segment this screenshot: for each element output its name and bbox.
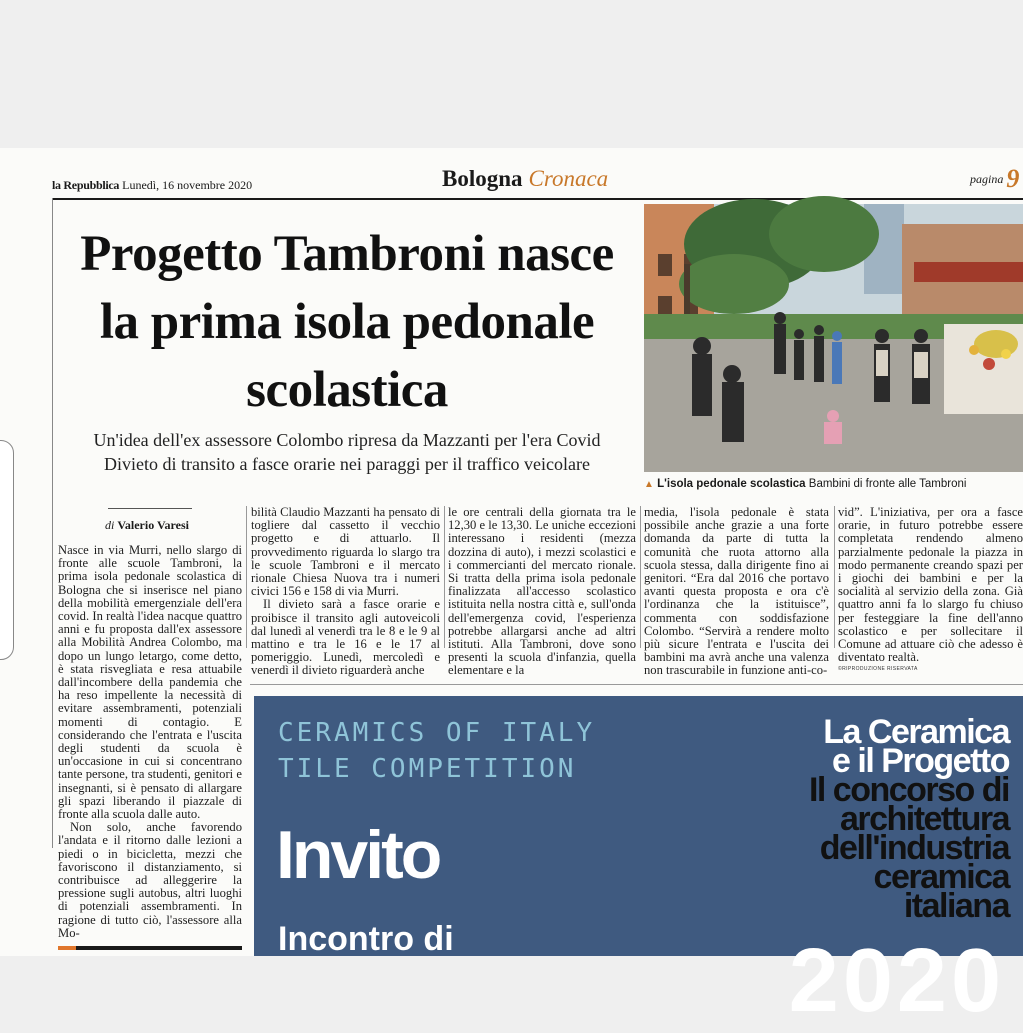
byline-rule: [108, 508, 192, 509]
article-column-3: [448, 505, 636, 678]
issue-date: Lunedì, 16 novembre 2020: [122, 178, 253, 192]
column-3-paragraph-1: le ore centrali della giornata tra le 12,30 e le 13,30. Le uniche eccezioni interessano i residenti (mezza dozzina di auto), i mezzi scolastici e i commercianti del mercato rionale. Si tratta della prima isola pedonale finalizzata all'accesso scolastico istituita nella nostra città e, sull'onda dell'emergenza covid, l'esperienza potrebbe allargarsi anche ad altri istituti. Alla Tambroni, dove sono presenti la scuola d'infanzia, quella elementare e la: [448, 505, 636, 678]
scroll-handle[interactable]: [0, 440, 14, 660]
newspaper-page: [0, 148, 1023, 1031]
masthead: [52, 178, 252, 193]
ad-tagline-white-2: e il Progetto: [832, 742, 1009, 780]
ad-tagline-black-3: dell'industria: [819, 829, 1009, 867]
column-divider: [444, 506, 445, 648]
article-column-2: [251, 505, 440, 678]
column-1-paragraph-1: Nasce in via Murri, nello slargo di fronte alle scuole Tambroni, la prima isola pedonale scolastica di Bologna che si inserisce nel piano della mobilità emergenziale dell'era covid. In realtà l'idea nacque quattro anni e fu proposta dall'ex assessore alla Mobilità Andrea Colombo, ma dopo un lungo letargo, come detto, è stata risvegliata e resa attuabile dall'incombere della pandemia che ha reso impellente la necessità di evitare assembramenti, potenziali momenti di contagio. E considerando che l'entrata e l'uscita degli studenti da scuola è un'occasione in cui si concentrano tante persone, tra studenti, genitori e insegnanti, si è pensato di allargare gli spazi liberando il piazzale di fronte alla scuola dalle auto.: [58, 543, 242, 822]
column-5-paragraph-1: vid”. L'iniziativa, per ora a fasce orarie, in futuro potrebbe essere completata rendendo almeno parzialmente pedonale la piazza in modo permanente creando spazi per i giochi dei bambini e per la socialità al servizio della zona. Già quattro anni fa lo slargo fu chiuso per festeggiare la fine dell'anno scolastico e per sollecitare il Comune ad attuare ciò che adesso è diventato realtà.: [838, 505, 1023, 665]
article-column-5: [838, 505, 1023, 665]
column-divider: [246, 506, 247, 648]
column-2-paragraph-2: Il divieto sarà a fasce orarie e proibisce il transito agli autoveicoli dal lunedì al venerdì tra le 8 e le 9 al mattino e tra le 16 e le 17 al pomeriggio. Lunedì, mercoledì e venerdì il divieto riguarderà anche: [251, 597, 440, 678]
street-scene-image: [644, 204, 1023, 472]
ad-incontro: Incontro di: [278, 920, 454, 958]
column-4-paragraph-1: media, l'isola pedonale è stata possibile anche grazie a una forte domanda da parte di tutta la comunità che ruota attorno alla scuola stessa, dalla dirigente fino ai genitori. “Era dal 2016 che portavo avanti questa proposta e ora c'è l'ordinanza che la istituisce”, commenta con soddisfazione Colombo. “Servirà a rendere molto più sicure l'entrata e l'uscita dei bambini ma avrà anche una valenza non trascurabile in funzione anti-co-: [644, 505, 829, 678]
ad-accent-bar-orange: [58, 946, 76, 950]
article-column-1: [58, 543, 242, 940]
byline-author: Valerio Varesi: [117, 518, 189, 532]
ad-tagline-black-2: architettura: [839, 800, 1009, 838]
article-column-4: [644, 505, 829, 678]
caption-title: L'isola pedonale scolastica: [657, 478, 806, 490]
ad-tagline-black-1: Il concorso di: [808, 771, 1009, 809]
subhead-line-2: Divieto di transito a fasce orarie nei paraggi per il traffico veicolare: [104, 454, 590, 474]
ad-tagline-black-4: ceramica: [873, 858, 1009, 896]
column-divider: [834, 506, 835, 648]
byline-prefix: di: [104, 518, 115, 532]
ad-tagline-black-5: italiana: [903, 887, 1009, 925]
column-1-paragraph-2: Non solo, anche favorendo l'andata e il ritorno dalle lezioni a piedi o in bicicletta, mezzi che favoriscono il distanziamento, si contribuisce ad alleggerire la pressione sugli autobus, altri luoghi di potenziali assembramenti. In ragione di tutto ciò, l'assessore alla Mo-: [58, 820, 242, 940]
page-indicator: [970, 164, 1019, 194]
reproduction-notice: ©RIPRODUZIONE RISERVATA: [838, 666, 918, 672]
page-number: 9: [1006, 164, 1020, 193]
article-photo: [644, 204, 1023, 472]
ad-year: 2020: [788, 931, 1005, 1031]
ad-title-line-2: TILE COMPETITION: [278, 754, 577, 784]
byline: [52, 518, 242, 533]
column-divider: [640, 506, 641, 648]
page-label: pagina: [970, 172, 1004, 186]
ad-title-line-1: CERAMICS OF ITALY: [278, 718, 596, 748]
publication-name: la Repubblica: [52, 178, 120, 192]
advertisement: [254, 696, 1023, 1031]
column-2-paragraph-1: bilità Claudio Mazzanti ha pensato di togliere dal cassetto il vecchio progetto e di attuarlo. Il provvedimento riguarda lo slargo tra le scuole Tambroni e il mercato rionale Chiesa Nuova tra i numeri civici 156 e 158 di via Murri.: [251, 505, 440, 599]
ad-tagline: [808, 713, 1009, 925]
section-title: [442, 166, 608, 192]
section-name: Bologna: [442, 166, 523, 191]
article-headline: Progetto Tambroni nasce la prima isola pedonale scolastica: [80, 226, 614, 418]
header-rule: [52, 198, 1023, 200]
article-bottom-rule: [250, 684, 1023, 685]
ad-accent-bar: [58, 946, 242, 950]
article-subhead: [62, 428, 632, 476]
ad-tagline-white-1: La Ceramica: [823, 713, 1009, 751]
subhead-line-1: Un'idea dell'ex assessore Colombo ripresa da Mazzanti per l'era Covid: [93, 430, 601, 450]
subsection-name: Cronaca: [528, 166, 609, 191]
photo-caption: [644, 478, 1023, 490]
ad-invito: Invito: [276, 817, 440, 893]
caption-triangle-icon: ▲: [644, 479, 654, 490]
caption-text: Bambini di fronte alle Tambroni: [805, 478, 967, 490]
